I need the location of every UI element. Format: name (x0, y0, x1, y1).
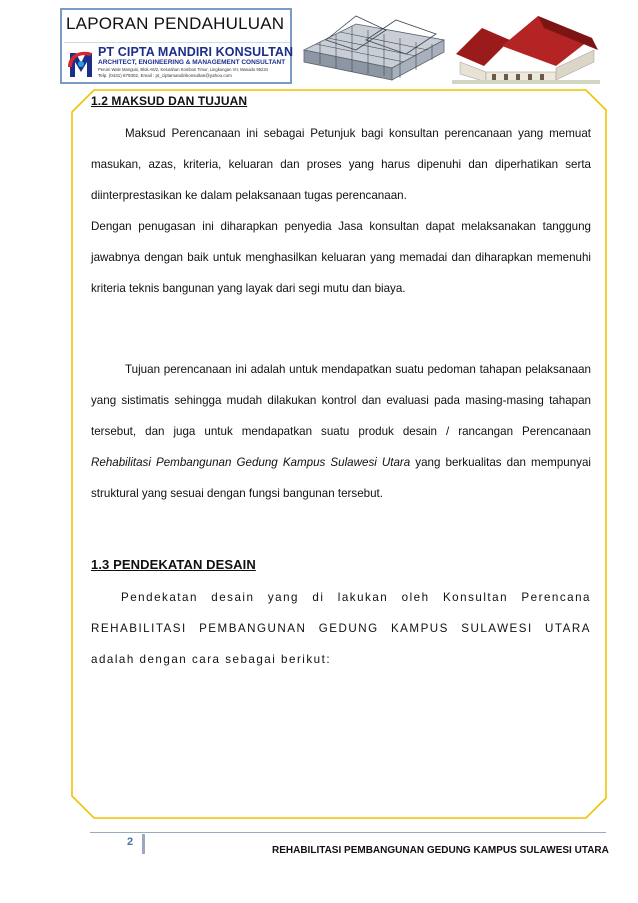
company-logo (64, 42, 294, 82)
paragraph-penugasan: Dengan penugasan ini diharapkan penyedia Jasa konsultan dapat melaksanakan tanggung jawabnya dengan baik untuk menghasilkan keluaran yang memadai dan diharapkan memenuhi kriteria teknis bangunan yang layak dari segi mutu dan biaya. (91, 220, 591, 295)
header-box (60, 8, 292, 84)
paragraph-maksud-text: Maksud Perencanaan ini sebagai Petunjuk bagi konsultan perencanaan yang memuat masukan, azas, kriteria, keluaran dan proses yang harus dipenuhi dan diperhatikan serta diinterprestasikan ke dalam pelaksanaan tugas perencanaan. (91, 127, 591, 202)
section-heading-pendekatan-desain: 1.3 PENDEKATAN DESAIN (91, 557, 256, 572)
logo-contact: Telp. (0431) 879302, Email : pt_ciptamandirikonsultan@yahoo.com (98, 73, 232, 78)
building-render-image (452, 10, 600, 84)
paragraph-tujuan-project: Rehabilitasi Pembangunan Gedung Kampus Sulawesi Utara (91, 456, 411, 469)
page-number: 2 (127, 836, 134, 848)
logo-company-name: PT CIPTA MANDIRI KONSULTAN (98, 45, 294, 59)
footer-divider (90, 832, 606, 833)
logo-address: Perum Wale Manguni, Blok A6/2, Kelurahan Kombos Timur, Lingkungan VII, Manado 95234 (98, 67, 269, 72)
document-body (91, 94, 591, 675)
paragraph-pendekatan-text: Pendekatan desain yang di lakukan oleh Konsultan Perencana REHABILITASI PEMBANGUNAN GEDUNG KAMPUS SULAWESI UTARA adalah dengan cara sebagai berikut: (91, 591, 591, 666)
company-logo-icon (66, 47, 96, 79)
paragraph-tujuan (91, 354, 591, 509)
paragraph-pendekatan (91, 582, 591, 675)
paragraph-tujuan-text-b: yang berkualitas dan mempunyai struktural yang sesuai dengan fungsi bangunan tersebut. (91, 456, 591, 500)
page-number-bar (142, 834, 145, 854)
logo-subtitle: ARCHITECT, ENGINEERING & MANAGEMENT CONSULTANT (98, 59, 286, 66)
paragraph-tujuan-text-a: Tujuan perencanaan ini adalah untuk mendapatkan suatu pedoman tahapan pelaksanaan yang sistimatis sehingga mudah dilakukan kontrol dan evaluasi pada masing-masing tahapan tersebut, dan juga untuk mendapatkan suatu produk desain / rancangan Perencanaan (91, 363, 591, 438)
section-heading-maksud-tujuan: 1.2 MAKSUD DAN TUJUAN (91, 94, 248, 108)
structure-model-image (296, 10, 448, 84)
paragraph-maksud (91, 118, 591, 211)
footer-project-title: REHABILITASI PEMBANGUNAN GEDUNG KAMPUS SULAWESI UTARA (272, 845, 609, 856)
report-title: LAPORAN PENDAHULUAN (66, 14, 285, 33)
